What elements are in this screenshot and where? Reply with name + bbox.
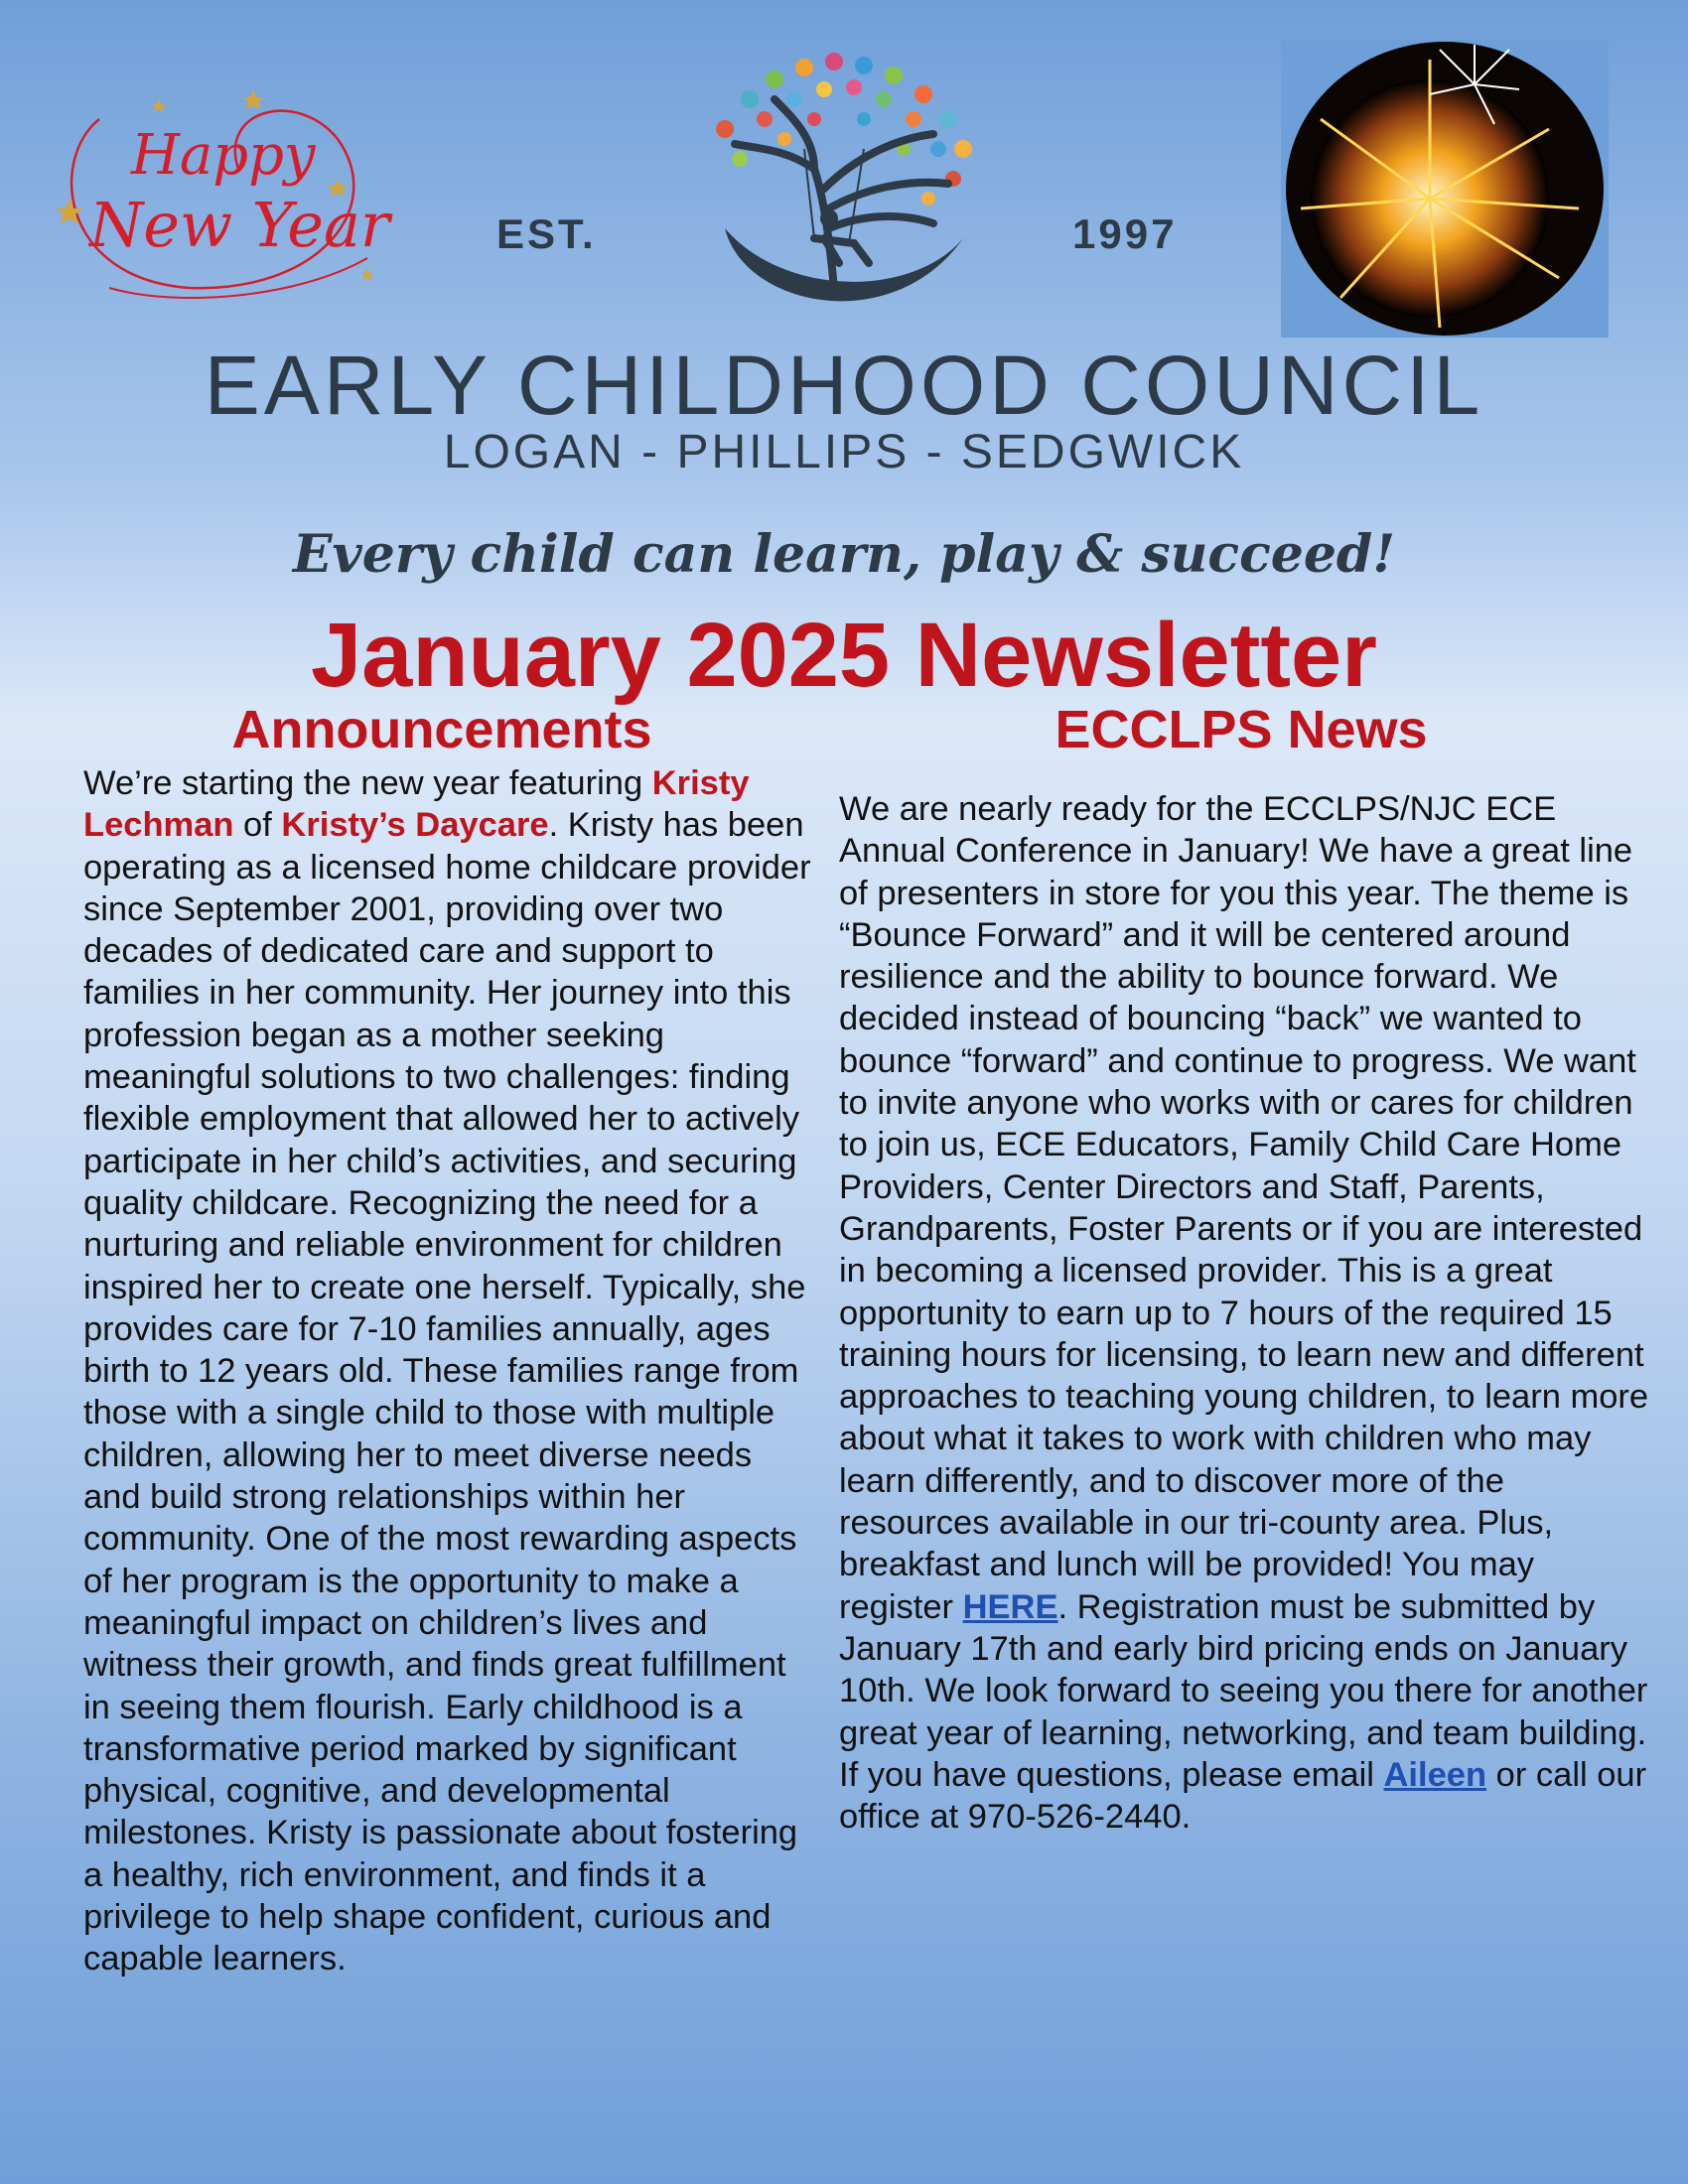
- tree-logo-icon: [665, 40, 1003, 338]
- featured-person: Kristy Lechman: [83, 764, 750, 845]
- register-link[interactable]: HERE: [962, 1587, 1058, 1626]
- news-body-part2: . Registration must be submitted by January 17th and early bird pricing ends on January 10th. We look forward to seeing you there for another great year of learning, networking, and team building. If you have questions, please email: [839, 1587, 1648, 1794]
- happy-new-year-graphic: [40, 60, 397, 318]
- email-aileen-link[interactable]: Aileen: [1383, 1755, 1487, 1794]
- announcements-of: of: [233, 806, 282, 845]
- fireworks-icon: [1281, 40, 1609, 338]
- est-label: EST.: [496, 210, 597, 257]
- tagline: Every child can learn, play & succeed!: [292, 524, 1396, 585]
- new-year-text: New Year: [89, 189, 390, 261]
- est-year: 1997: [1072, 210, 1178, 257]
- announcements-article: [83, 762, 818, 1980]
- news-heading: ECCLPS News: [1055, 700, 1428, 759]
- announcements-heading: Announcements: [231, 700, 652, 759]
- announcements-body: . Kristy has been operating as a licensed home childcare provider since September 2001, providing over two decades of dedicated care and support to families in her community. Her journey into this profession began as a mother seeking meaningful solutions to two challenges: finding flexible employment that allowed her to actively participate in her child’s activities, and securing quality childcare. Recognizing the need for a nurturing and reliable environment for children inspired her to create one herself. Typically, she provides care for 7-10 families annually, ages birth to 12 years old. These families range from those with a single child to those with multiple children, allowing her to meet diverse needs and build strong relationships within her community. One of the most rewarding aspects of her program is the opportunity to make a meaningful impact on children’s lives and witness their growth, and finds great fulfillment in seeing them flourish. Early childhood is a transformative period marked by significant physical, cognitive, and developmental milestones. Kristy is passionate about fostering a healthy, rich environment, and finds it a privilege to help shape confident, curious and capable learners.: [83, 806, 811, 1979]
- announcements-intro: We’re starting the new year featuring: [83, 764, 652, 802]
- organization-name: EARLY CHILDHOOD COUNCIL: [204, 339, 1484, 432]
- news-body-part1: We are nearly ready for the ECCLPS/NJC ECE Annual Conference in January! We have a great line of presenters in store for you this year. The theme is “Bounce Forward” and it will be centered around resilience and the ability to bounce forward. We decided instead of bouncing “back” we wanted to bounce “forward” and continue to progress. We want to invite anyone who works with or cares for children to join us, ECE Educators, Family Child Care Home Providers, Center Directors and Staff, Parents, Grandparents, Foster Parents or if you are interested in becoming a licensed provider. This is a great opportunity to earn up to 7 hours of the required 15 training hours for licensing, to learn new and different approaches to teaching young children, to learn more about what it takes to work with children who may learn differently, and to discover more of the resources available in our tri-county area. Plus, breakfast and lunch will be provided! You may register: [839, 790, 1649, 1626]
- news-body-part3: or call our office at 970-526-2440.: [839, 1755, 1647, 1837]
- newsletter-title: January 2025 Newsletter: [311, 605, 1377, 706]
- featured-business: Kristy’s Daycare: [281, 806, 549, 845]
- counties-subtitle: LOGAN - PHILLIPS - SEDGWICK: [443, 426, 1245, 478]
- news-article: [839, 788, 1653, 1838]
- happy-text: Happy: [131, 123, 316, 188]
